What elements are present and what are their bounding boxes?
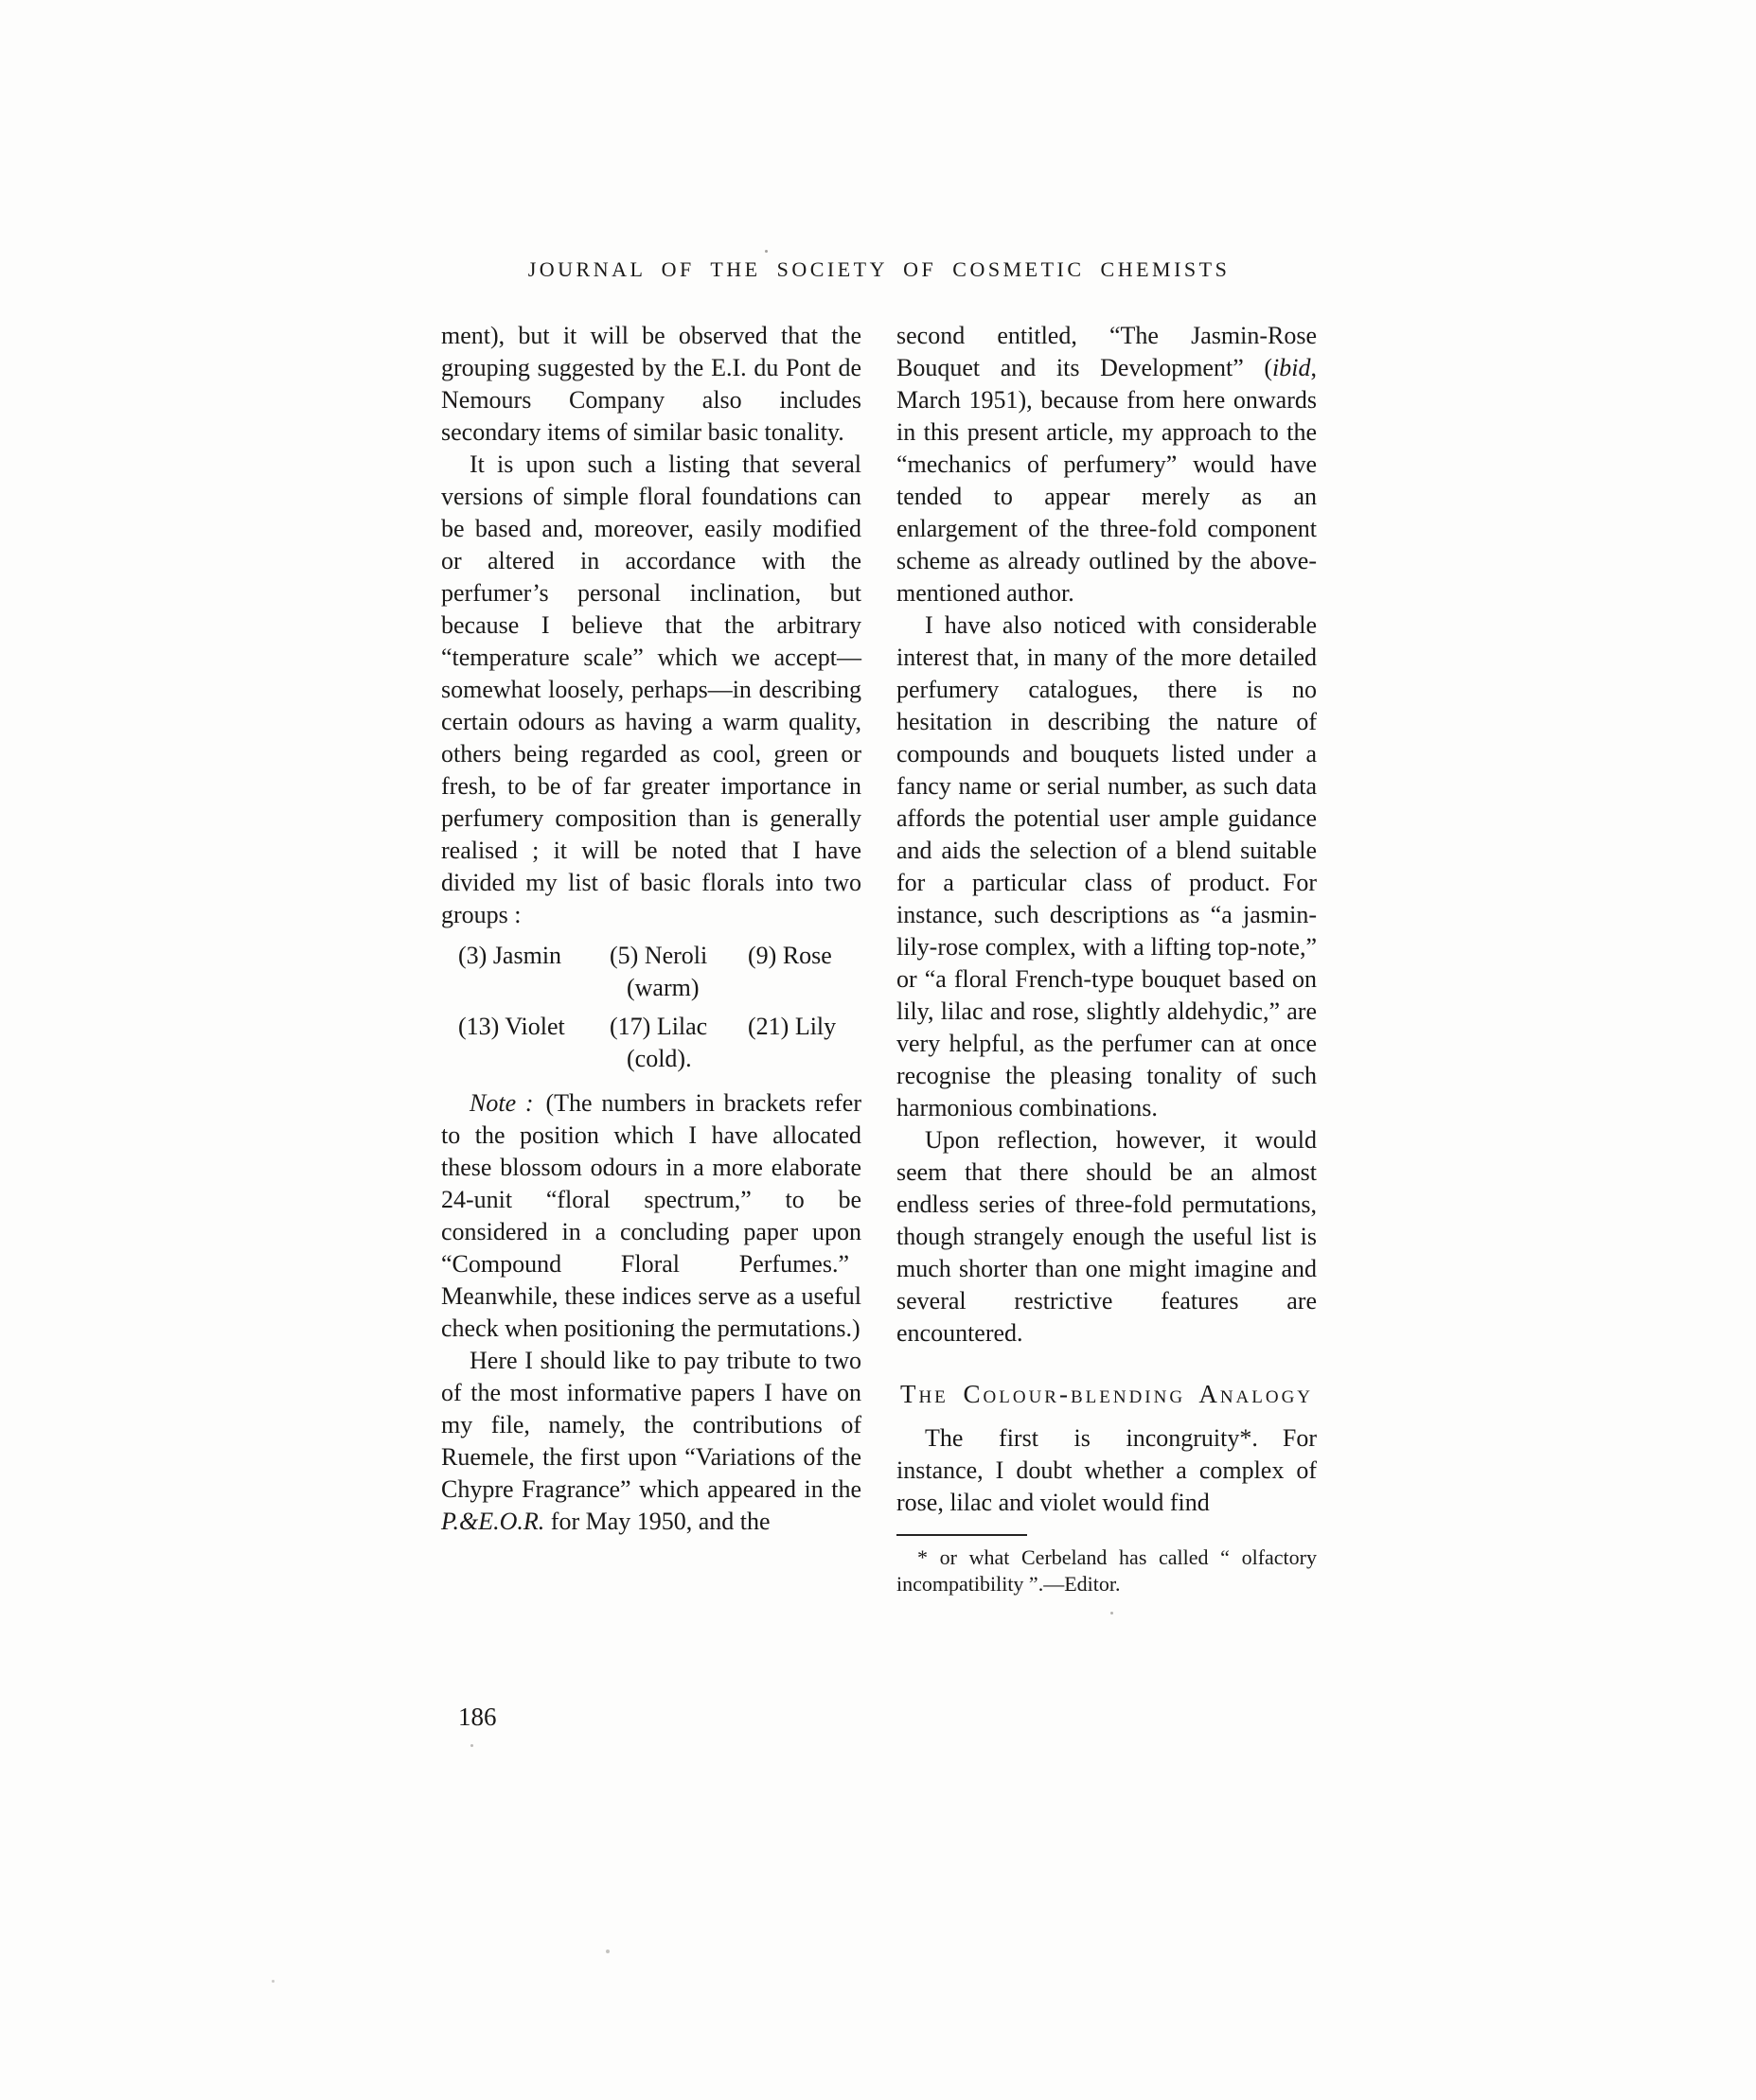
page-number: 186 [458,1703,497,1731]
florals-row-warm [458,940,861,972]
footnote-text: * or what Cerbeland has called “ olfactory incompatibility ”.—Editor. [896,1545,1317,1596]
florals-row-cold [458,1011,861,1043]
scan-speck [272,1980,275,1983]
paragraph-incongruity: The first is incongruity*. For instance, I doubt whether a complex of rose, lilac and violet would find [896,1424,1317,1516]
scan-speck [1110,1612,1113,1615]
journal-abbreviation: P.&E.O.R. [441,1508,545,1535]
section-heading: The Colour-blending Analogy [899,1380,1314,1408]
note-body: (The numbers in brackets refer to the position which I have allocated these blossom odours in a more elaborate 24-unit “floral spectrum,” to be considered in a concluding paper upon “Compound Floral Perfumes.” Meanwhile, these indices serve as a useful check when positioning the permutations.) [441,1089,861,1342]
paragraph-listing: It is upon such a listing that several versions of simple floral foundations can be based and, moreover, easily modified or altered in accordance with the perfumer’s personal inclination, but because I believe that the arbitrary “temperature scale” which we accept—somewhat loosely, perhaps—in describing certain odours as having a warm quality, others being regarded as cool, green or fresh, to be of far greater importance in perfumery composition than is generally realised ; it will be noted that I have divided my list of basic florals into two groups : [441,450,861,928]
tribute-text-end: for May 1950, and the [544,1508,771,1535]
right-column [896,320,1317,1597]
footnote-separator [896,1534,1027,1536]
second-entitled-text: second entitled, “The Jasmin-Rose Bouquet and its Development” ( [896,322,1317,381]
note-label: Note : [470,1089,534,1117]
tribute-text: Here I should like to pay tribute to two of the most informative papers I have on my file, namely, the contributions of Ruemele, the first upon “Variations of the Chypre Fragrance” which appeared in the [441,1347,861,1503]
florals-cell: (9) Rose [748,942,832,969]
second-entitled-text-end: , March 1951), because from here onwards in this present article, my approach to the “mechanics of perfumery” would have tended to appear merely as an enlargement of the three-fold component scheme as already outlined by the above-mentioned author. [896,354,1317,607]
florals-cell: (13) Violet [458,1013,565,1040]
article-body [441,320,1317,1597]
paragraph-continuation: ment), but it will be observed that the grouping suggested by the E.I. du Pont de Nemours Company also includes secondary items of similar basic tonality. [441,322,861,446]
paragraph-noticed: I have also noticed with considerable interest that, in many of the more detailed perfumery catalogues, there is no hesitation in describing the nature of compounds and bouquets listed under a fancy name or serial number, as such data affords the potential user ample guidance and aids the selection of a blend suitable for a particular class of product. For instance, such descriptions as “a jasmin-lily-rose complex, with a lifting top-note,” or “a floral French-type bouquet based on lily, lilac and rose, slightly aldehydic,” are very helpful, as the perfumer can at once recognise the pleasing tonality of such harmonious combinations. [896,611,1317,1121]
scan-speck [765,250,768,253]
footnote-block [896,1534,1317,1597]
running-head: JOURNAL OF THE SOCIETY OF COSMETIC CHEMISTS [527,257,1231,281]
paragraph-second-entitled [896,320,1317,609]
basic-florals-list [441,940,861,1075]
left-column [441,320,861,1597]
paragraph-reflection: Upon reflection, however, it would seem that there should be an almost endless series of three-fold permutations, though strangely enough the useful list is much shorter than one might imagine and several restrictive features are encountered. [896,1126,1317,1347]
florals-cell: (17) Lilac [610,1013,708,1040]
ibid-reference: ibid [1272,354,1311,381]
florals-cell: (5) Neroli [610,942,708,969]
florals-cell: (21) Lily [748,1013,837,1040]
florals-cell: (3) Jasmin [458,942,562,969]
warm-annotation: (warm) [627,974,700,1001]
scan-speck [606,1950,610,1953]
cold-annotation: (cold). [627,1045,692,1072]
paragraph-tribute [441,1345,861,1538]
note-paragraph [441,1087,861,1345]
scan-speck [470,1744,473,1747]
